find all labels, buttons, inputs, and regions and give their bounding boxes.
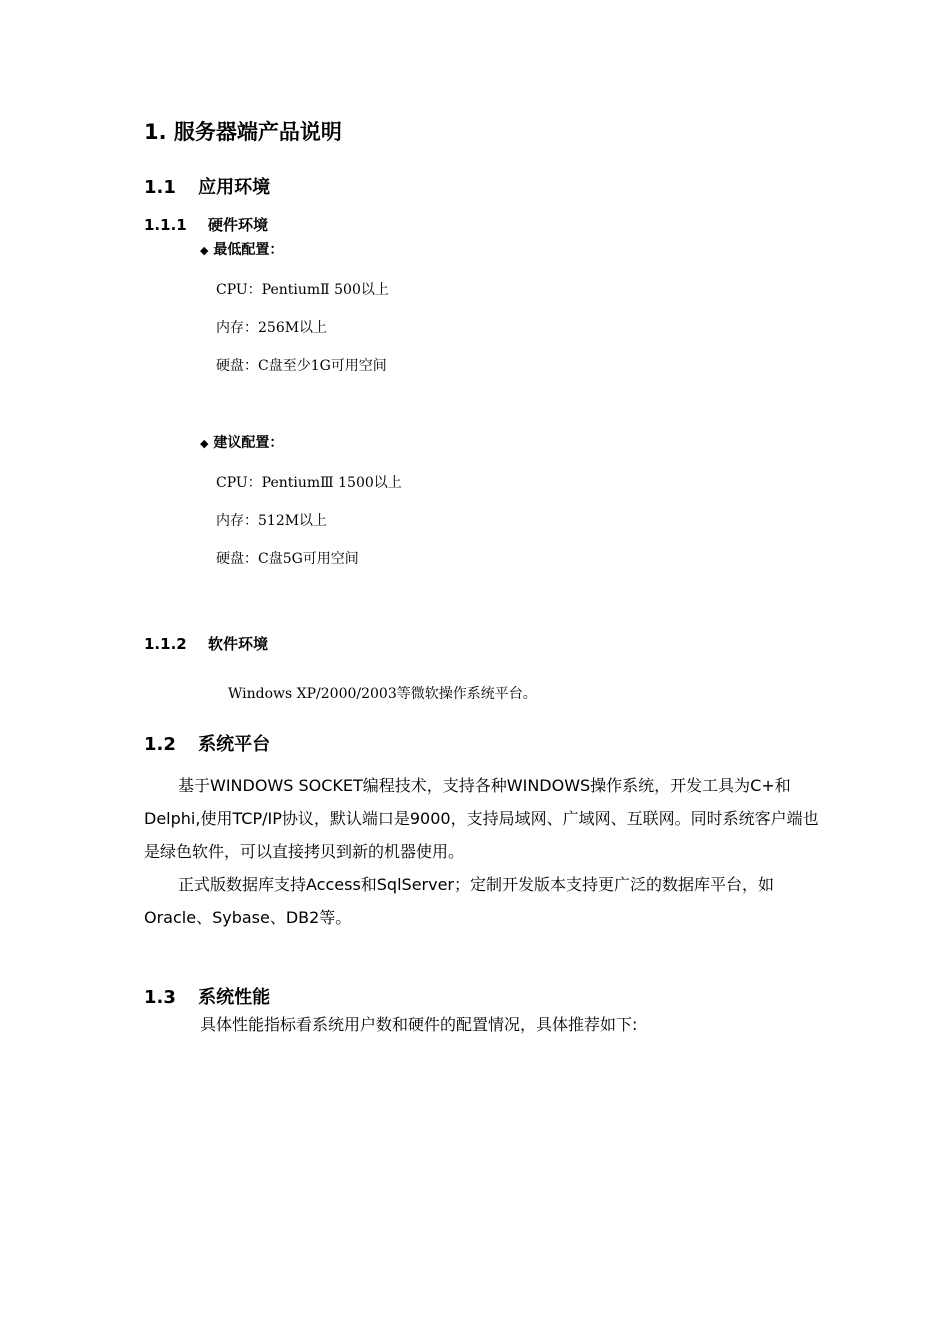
bullet-label: 建议配置： <box>213 435 284 451</box>
rec-disk-line: 硬盘：C盘5G可用空间 <box>216 551 359 567</box>
section-1-1-1-heading <box>144 214 268 235</box>
section-title: 系统性能 <box>198 987 271 1008</box>
diamond-bullet-icon: ◆ <box>200 437 209 450</box>
rec-cpu-line: CPU：PentiumⅢ 1500以上 <box>216 475 402 491</box>
diamond-bullet-icon: ◆ <box>200 244 209 257</box>
min-disk-line: 硬盘：C盘至少1G可用空间 <box>216 358 387 374</box>
section-title: 系统平台 <box>198 734 271 755</box>
rec-memory-line: 内存：512M以上 <box>216 513 328 529</box>
performance-intro-text: 具体性能指标看系统用户数和硬件的配置情况，具体推荐如下: <box>200 1015 638 1034</box>
section-1-1-heading <box>144 173 270 199</box>
section-title: 软件环境 <box>207 635 268 653</box>
min-memory-line: 内存：256M以上 <box>216 320 328 336</box>
section-number: 1.2 <box>144 734 176 755</box>
section-number: 1.1.1 <box>144 216 187 234</box>
software-env-text: Windows XP/2000/2003等微软操作系统平台。 <box>228 686 537 702</box>
section-1-2-heading <box>144 730 270 756</box>
min-config-label <box>200 239 283 259</box>
section-title: 硬件环境 <box>207 216 268 234</box>
bullet-label: 最低配置： <box>213 242 284 258</box>
min-cpu-line: CPU：PentiumⅡ 500以上 <box>216 282 389 298</box>
platform-paragraph-1: 基于WINDOWS SOCKET编程技术，支持各种WINDOWS操作系统，开发工具为C+和Delphi,使用TCP/IP协议，默认端口是9000，支持局域网、广域网、互联网。同时系统客户端也是绿色软件，可以直接拷贝到新的机器使用。 <box>144 776 819 861</box>
platform-paragraph-2: 正式版数据库支持Access和SqlServer；定制开发版本支持更广泛的数据库平台，如Oracle、Sybase、DB2等。 <box>144 875 775 927</box>
section-number: 1.1.2 <box>144 635 187 653</box>
rec-config-label <box>200 432 283 452</box>
section-number: 1.1 <box>144 177 176 198</box>
section-number: 1.3 <box>144 987 176 1008</box>
section-1-3-heading <box>144 983 270 1009</box>
section-1-1-2-heading <box>144 633 268 654</box>
section-title: 应用环境 <box>198 177 271 198</box>
doc-heading-1: 1. 服务器端产品说明 <box>144 120 342 144</box>
